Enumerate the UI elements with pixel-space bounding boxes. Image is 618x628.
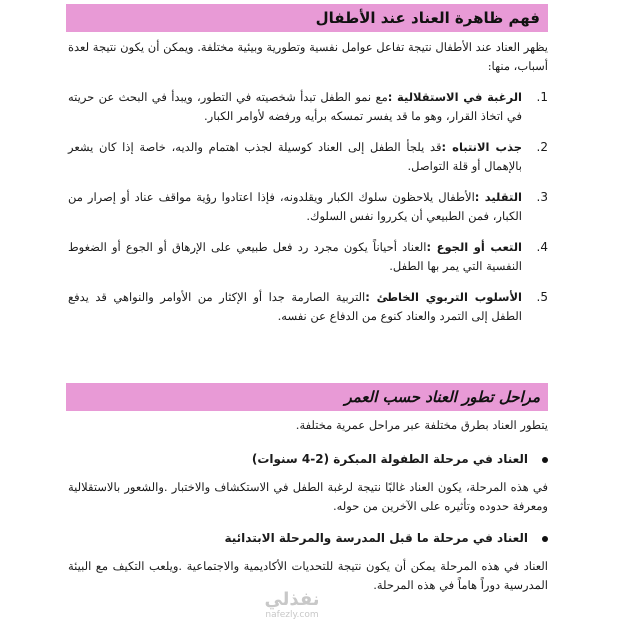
list-item: 3. التقليد :الأطفال يلاحظون سلوك الكبار ويقلدونه، فإذا اعتادوا رؤية مواقف عناد أو إصرار من الكبار، فمن الطبيعي أن يكرروا نفس السلوك.	[68, 190, 548, 223]
cause-text: الأطفال يلاحظون سلوك الكبار ويقلدونه، فإذا اعتادوا رؤية مواقف عناد أو إصرار من الكبار، فمن الطبيعي أن يكرروا نفس السلوك.	[68, 190, 522, 223]
stage-heading-early-childhood: العناد في مرحلة الطفولة المبكرة (2-4 سنوات)	[68, 449, 548, 469]
section-title-understanding: فهم ظاهرة العناد عند الأطفال	[66, 4, 548, 32]
bullet-icon	[542, 536, 548, 542]
bullet-icon	[542, 457, 548, 463]
cause-term: التعب أو الجوع :	[426, 240, 522, 254]
list-item: 2. جذب الانتباه :قد يلجأ الطفل إلى العناد كوسيلة لجذب اهتمام والديه، خاصة إذا كان يشعر بالإهمال أو قلة التواصل.	[68, 140, 548, 173]
stage-paragraph: العناد في هذه المرحلة يمكن أن يكون نتيجة للتحديات الأكاديمية والاجتماعية .ويلعب التكيف مع البيئة المدرسية دوراً هاماً في هذه المرحلة.	[68, 559, 548, 592]
stages-intro-paragraph: يتطور العناد بطرق مختلفة عبر مراحل عمرية مختلفة.	[295, 418, 548, 432]
cause-term: الأسلوب التربوي الخاطئ :	[365, 290, 522, 304]
cause-text: مع نمو الطفل تبدأ شخصيته في التطور، ويبدأ في البحث عن حريته في اتخاذ القرار، وهو ما قد يفسر تمسكه برأيه ورفضه لأوامر الكبار.	[68, 90, 522, 123]
cause-term: التقليد :	[474, 190, 522, 204]
cause-text: قد يلجأ الطفل إلى العناد كوسيلة لجذب اهتمام والديه، خاصة إذا كان يشعر بالإهمال أو قلة التواصل.	[68, 140, 522, 173]
watermark-logo: نفذلي nafezly.com	[264, 589, 320, 620]
stage-paragraph: في هذه المرحلة، يكون العناد غالبًا نتيجة لرغبة الطفل في الاستكشاف والاختبار .والشعور بالاستقلالية ومعرفة حدوده وتأثيره على الآخرين من حوله.	[68, 480, 548, 513]
list-item: 4. التعب أو الجوع :العناد أحياناً يكون مجرد رد فعل طبيعي على الإرهاق أو الجوع أو الضغوط النفسية التي يمر بها الطفل.	[68, 240, 548, 273]
cause-text: العناد أحياناً يكون مجرد رد فعل طبيعي على الإرهاق أو الجوع أو الضغوط النفسية التي يمر بها الطفل.	[68, 240, 522, 273]
stage-heading-preschool: العناد في مرحلة ما قبل المدرسة والمرحلة الابتدائية	[68, 528, 548, 548]
list-item: 1. الرغبة في الاستقلالية :مع نمو الطفل تبدأ شخصيته في التطور، ويبدأ في البحث عن حريته في اتخاذ القرار، وهو ما قد يفسر تمسكه برأيه ورفضه لأوامر الكبار.	[68, 90, 548, 123]
causes-list	[68, 88, 548, 338]
cause-term: الرغبة في الاستقلالية :	[387, 90, 523, 104]
list-item: 5. الأسلوب التربوي الخاطئ :التربية الصارمة جدا أو الإكثار من الأوامر والنواهي قد يدفع الطفل إلى التمرد والعناد كنوع من الدفاع عن نفسه.	[68, 290, 548, 323]
cause-text: التربية الصارمة جدا أو الإكثار من الأوامر والنواهي قد يدفع الطفل إلى التمرد والعناد كنوع من الدفاع عن نفسه.	[68, 290, 522, 323]
cause-term: جذب الانتباه :	[441, 140, 522, 154]
section-title-stages: مراحل تطور العناد حسب العمر	[66, 383, 548, 411]
intro-paragraph: يظهر العناد عند الأطفال نتيجة تفاعل عوامل نفسية وتطورية وبيئية مختلفة. ويمكن أن يكون نتيجة لعدة أسباب، منها:	[68, 40, 548, 73]
